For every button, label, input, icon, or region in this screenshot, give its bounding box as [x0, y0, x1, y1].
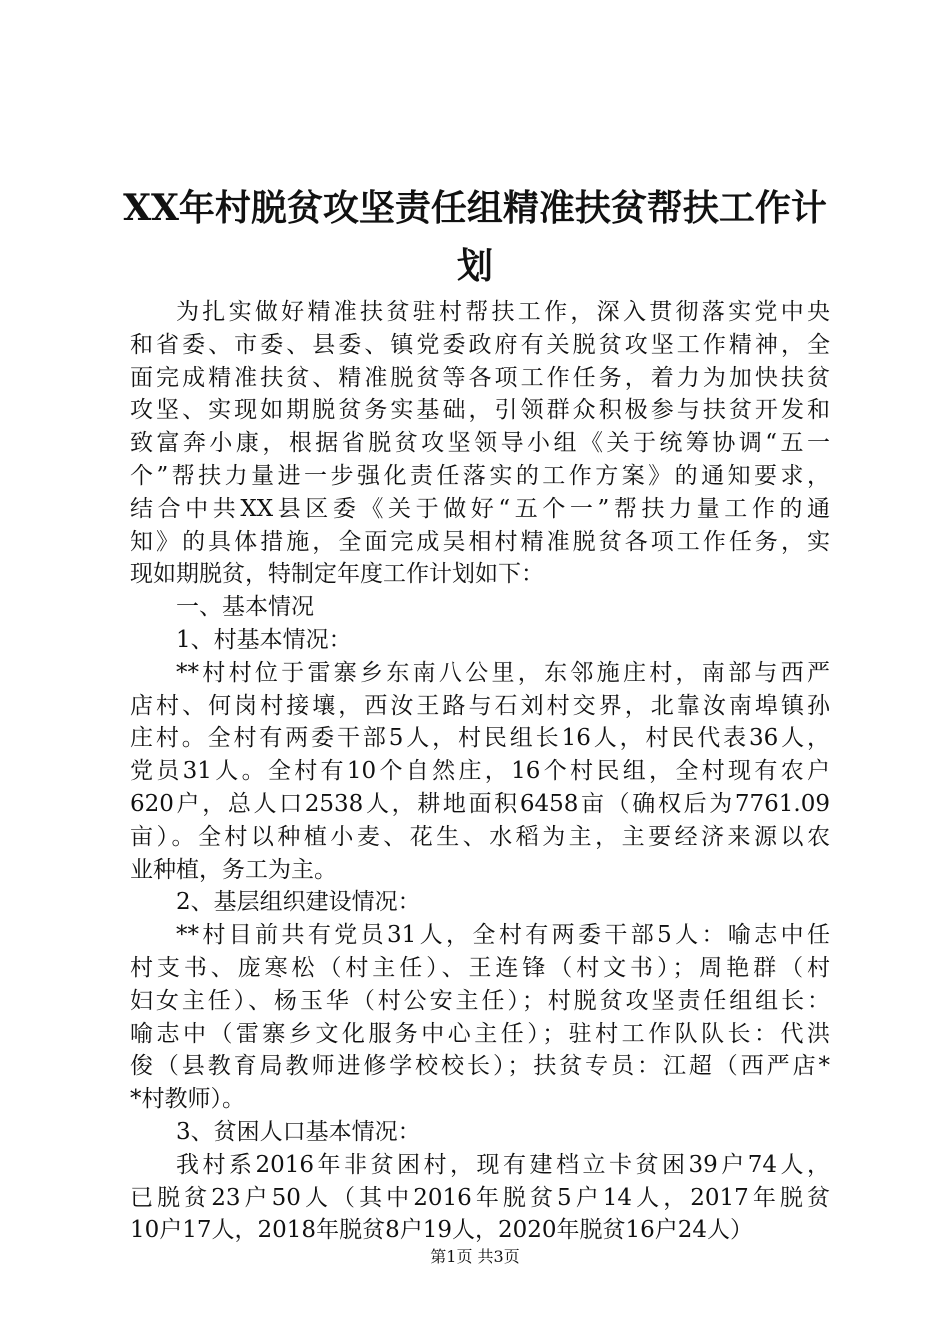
body-text-line: 致富奔小康，根据省脱贫攻坚领导小组《关于统筹协调“五一	[130, 430, 830, 457]
body-text-line: 现如期脱贫，特制定年度工作计划如下：	[130, 561, 544, 588]
body-text-line: 面完成精准扶贫、精准脱贫等各项工作任务，着力为加快扶贫	[130, 364, 830, 391]
body-text-line: 店村、何岗村接壤，西汝王路与石刘村交界，北靠汝南埠镇孙	[130, 692, 830, 719]
body-text-line: 攻坚、实现如期脱贫务实基础，引领群众积极参与扶贫开发和	[130, 397, 830, 424]
body-text-line: *村教师）。	[130, 1086, 245, 1113]
document-body	[130, 296, 830, 1247]
document-title-line1: XX年村脱贫攻坚责任组精准扶贫帮扶工作计	[123, 187, 827, 229]
body-text-line: 620户，总人口2538人，耕地面积6458亩（确权后为7761.09	[130, 790, 830, 817]
body-text-line: 村支书、庞寒松（村主任）、王连锋（村文书）；周艳群（村	[130, 954, 830, 981]
body-text-line: 个”帮扶力量进一步强化责任落实的工作方案》的通知要求，	[130, 462, 830, 489]
body-text-line: 一、基本情况	[176, 594, 314, 621]
body-text-line: 俊（县教育局教师进修学校校长）；扶贫专员：江超（西严店*	[130, 1053, 830, 1080]
body-text-line: 已脱贫23户50人（其中2016年脱贫5户14人，2017年脱贫	[130, 1184, 830, 1211]
body-text-line: 1、村基本情况：	[176, 626, 352, 653]
body-text-line: 庄村。全村有两委干部5人，村民组长16人，村民代表36人，	[130, 725, 830, 752]
body-text-line: **村村位于雷寨乡东南八公里，东邻施庄村，南部与西严	[176, 659, 830, 686]
body-text-line: 业种植，务工为主。	[130, 856, 337, 883]
body-text-line: 知》的具体措施，全面完成吴相村精准脱贫各项工作任务，实	[130, 528, 830, 555]
body-text-line: 为扎实做好精准扶贫驻村帮扶工作，深入贯彻落实党中央	[176, 299, 830, 325]
body-text-line: 党员31人。全村有10个自然庄，16个村民组，全村现有农户	[130, 758, 830, 785]
document-title-line2: 划	[456, 245, 493, 287]
body-text-line: 2、基层组织建设情况：	[176, 889, 421, 916]
body-text-line: 和省委、市委、县委、镇党委政府有关脱贫攻坚工作精神，全	[130, 331, 830, 358]
body-text-line: 10户17人，2018年脱贫8户19人，2020年脱贫16户24人）	[130, 1217, 754, 1244]
body-text-line: 亩）。全村以种植小麦、花生、水稻为主，主要经济来源以农	[130, 823, 830, 850]
body-text-line: 妇女主任）、杨玉华（村公安主任）；村脱贫攻坚责任组组长：	[130, 987, 830, 1014]
body-text-line: **村目前共有党员31人，全村有两委干部5人：喻志中任	[176, 922, 830, 949]
body-text-line: 我村系2016年非贫困村，现有建档立卡贫困39户74人，	[176, 1151, 830, 1178]
body-text-line: 结合中共XX县区委《关于做好“五个一”帮扶力量工作的通	[130, 495, 830, 522]
body-text-line: 3、贫困人口基本情况：	[176, 1118, 421, 1145]
body-text-line: 喻志中（雷寨乡文化服务中心主任）；驻村工作队队长：代洪	[130, 1020, 830, 1047]
page-number-footer: 第1页 共3页	[430, 1247, 520, 1266]
